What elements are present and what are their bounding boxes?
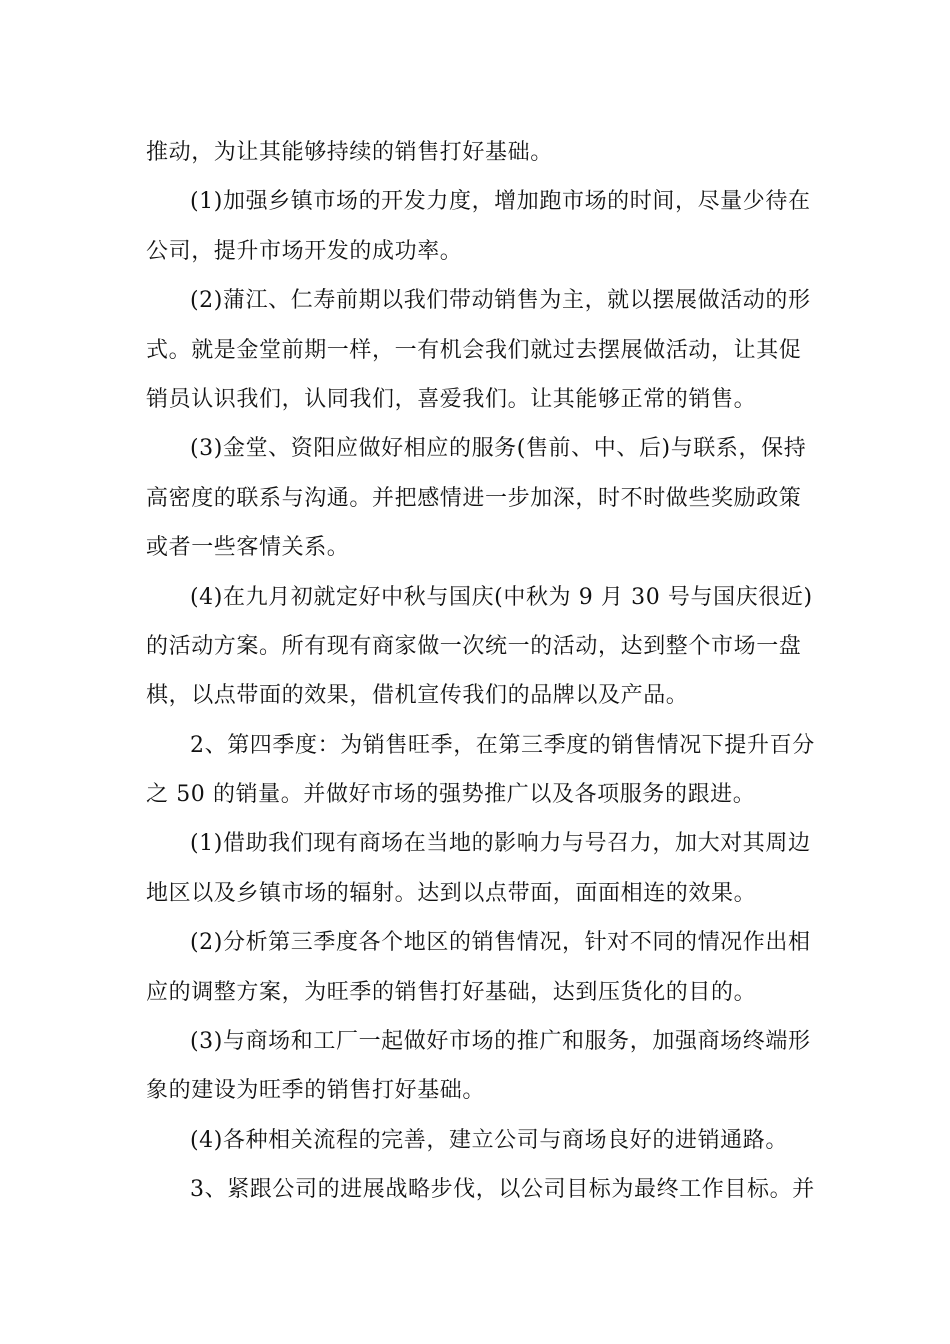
text-line: 公司，提升市场开发的成功率。 (146, 238, 463, 264)
text-line: 推动，为让其能够持续的销售打好基础。 (146, 140, 553, 165)
text-line: 棋，以点带面的效果，借机宣传我们的品牌以及产品。 (146, 683, 689, 709)
text-line: 的活动方案。所有现有商家做一次统一的活动，达到整个市场一盘 (146, 633, 802, 659)
text-line: 象的建设为旺季的销售打好基础。 (146, 1078, 486, 1104)
text-line: (2)分析第三季度各个地区的销售情况，针对不同的情况作出相 (190, 930, 811, 956)
document-body (146, 128, 815, 1215)
text-line: (3)与商场和工厂一起做好市场的推广和服务，加强商场终端形 (190, 1029, 811, 1055)
text-line: 地区以及乡镇市场的辐射。达到以点带面，面面相连的效果。 (146, 880, 757, 906)
text-line: (3)金堂、资阳应做好相应的服务(售前、中、后)与联系，保持 (190, 436, 807, 462)
text-line: 销员认识我们，认同我们，喜爱我们。让其能够正常的销售。 (146, 386, 757, 412)
text-line: 3、紧跟公司的进展战略步伐，以公司目标为最终工作目标。并 (190, 1177, 815, 1203)
text-line: (4)在九月初就定好中秋与国庆(中秋为 9 月 30 号与国庆很近) (190, 584, 813, 610)
text-line: (2)蒲江、仁寿前期以我们带动销售为主，就以摆展做活动的形 (190, 288, 811, 314)
text-line: 之 50 的销量。并做好市场的强势推广以及各项服务的跟进。 (146, 782, 756, 808)
text-line: 式。就是金堂前期一样，一有机会我们就过去摆展做活动，让其促 (146, 337, 802, 363)
text-line: (1)借助我们现有商场在当地的影响力与号召力，加大对其周边 (190, 831, 811, 857)
text-line: 2、第四季度：为销售旺季，在第三季度的销售情况下提升百分 (190, 732, 815, 758)
text-line: 高密度的联系与沟通。并把感情进一步加深，时不时做些奖励政策 (146, 485, 802, 511)
text-line: 或者一些客情关系。 (146, 535, 350, 561)
text-line: (4)各种相关流程的完善，建立公司与商场良好的进销通路。 (190, 1127, 788, 1153)
text-line: (1)加强乡镇市场的开发力度，增加跑市场的时间，尽量少待在 (190, 189, 811, 215)
text-line: 应的调整方案，为旺季的销售打好基础，达到压货化的目的。 (146, 979, 757, 1005)
